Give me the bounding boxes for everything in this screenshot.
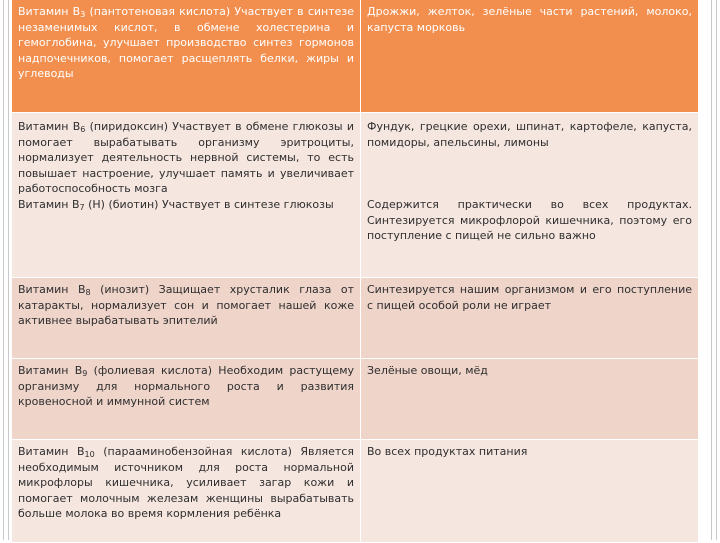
right-frame-border	[711, 0, 717, 540]
vitamin-sources-cell: Во всех продуктах питания	[367, 445, 528, 458]
vitamin-b6-sources: Фундук, грецкие орехи, шпинат, картофеле, капуста, помидоры, апельсины, лимоны	[367, 120, 692, 149]
vitamin-sources-cell: Дрожжи, желток, зелёные части растений, молоко, капуста морковь	[367, 5, 692, 34]
table-row	[12, 278, 698, 359]
vitamin-table	[12, 0, 698, 543]
vitamin-sources-cell: Зелёные овощи, мёд	[367, 364, 488, 377]
vitamin-description-cell: Витамин $В_8$ (инозит) Защищает хрусталик глаза от катаракты, нормализует сон и помогает нашей коже активнее вырабатывать эпителий	[12, 278, 361, 358]
table-row	[12, 0, 698, 113]
table-row-group	[12, 113, 698, 278]
vitamin-b6-paragraph: Витамин $В_6$ (пиридоксин) Участвует в обмене глюкозы и помогает вырабатывать организму эритроциты, нормализует деятельность нервной системы, то есть повышает настроение, улучшает память и увеличивает работоспособность мозга	[18, 120, 354, 195]
vitamin-description-cell: Витамин $В_3$ (пантотеновая кислота) Участвует в синтезе незаменимых кислот, в обмене холестерина и гемоглобина, улучшает производство синтез гормонов надпочечников, помогает расщеплять белки, жиры и углеводы	[12, 0, 361, 112]
vitamin-b7-sources: Содержится практически во всех продуктах. Синтезируется микрофлорой кишечника, поэтому его поступление с пищей не сильно важно	[367, 198, 692, 242]
vitamin-sources-cell: Синтезируется нашим организмом и его поступление с пищей особой роли не играет	[367, 283, 692, 312]
left-frame-border	[3, 0, 9, 540]
vitamin-sources-cell	[361, 113, 698, 277]
table-row	[12, 440, 698, 543]
vitamin-description-cell: Витамин $В_9$ (фолиевая кислота) Необходим растущему организму для нормального роста и развития кровеносной и иммунной систем	[12, 359, 361, 439]
vitamin-description-cell	[12, 113, 361, 277]
table-row	[12, 359, 698, 440]
vitamin-description-cell: Витамин $В_{10}$ (парааминобензойная кислота) Является необходимым источником для роста нормальной микрофлоры кишечника, усиливает загар кожи и помогает молочным железам женщины вырабатывать больше молока во время кормления ребёнка	[12, 440, 361, 542]
vitamin-b7-paragraph: Витамин $В_7$ (Н) (биотин) Участвует в синтезе глюкозы	[18, 197, 334, 212]
